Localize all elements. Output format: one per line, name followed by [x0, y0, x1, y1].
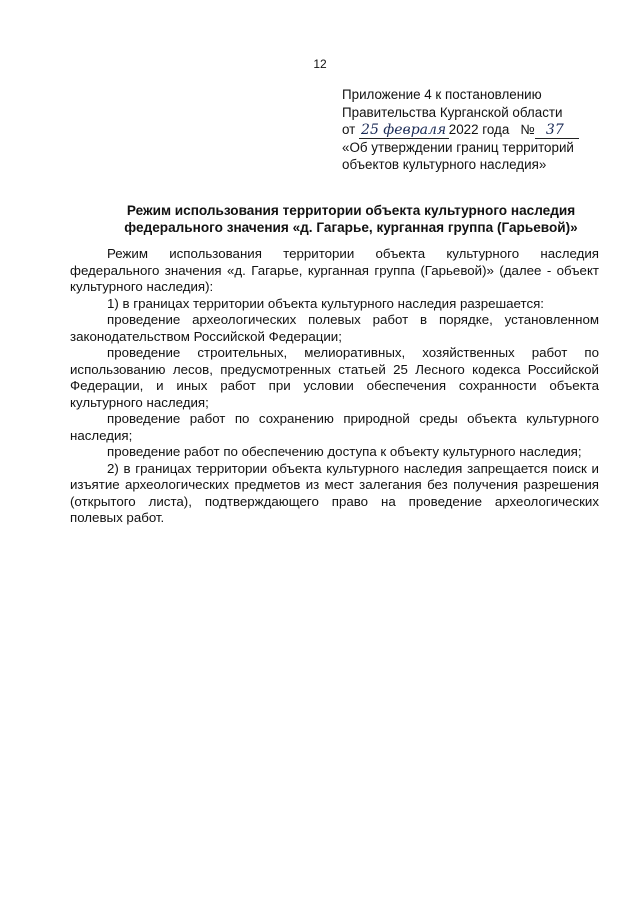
appendix-block	[342, 86, 612, 174]
number-underline	[535, 138, 579, 139]
paragraph-nature-preservation: проведение работ по сохранению природной среды объекта культурного наследия;	[70, 411, 599, 443]
appendix-line-4: «Об утверждении границ территорий	[342, 139, 574, 155]
title-line-2: федерального значения «д. Гагарье, курганная группа (Гарьевой)»	[124, 220, 578, 235]
handwritten-date	[361, 122, 447, 140]
paragraph-allowed-heading: 1) в границах территории объекта культурного наследия разрешается:	[107, 295, 544, 311]
handwritten-number-text: 37	[545, 122, 564, 138]
appendix-line-5: объектов культурного наследия»	[342, 157, 547, 172]
paragraph-prohibited: 2) в границах территории объекта культурного наследия запрещается поиск и изъятие археологических предметов из мест залегания без получения разрешения (открытого листа), подтверждающего право на проведение археологических полевых работ.	[70, 460, 599, 525]
appendix-date-line	[342, 121, 612, 139]
page-number: 12	[313, 57, 327, 71]
handwritten-number	[537, 122, 573, 140]
document-title	[96, 202, 606, 236]
date-underline	[359, 138, 449, 139]
handwritten-date-text: 25 февраля	[361, 122, 447, 138]
document-body	[70, 246, 599, 527]
paragraph-archaeological-works: проведение археологических полевых работ в порядке, установленном законодательством Российской Федерации;	[70, 312, 599, 344]
paragraph-construction-works: проведение строительных, мелиоративных, хозяйственных работ по использованию лесов, предусмотренных статьей 25 Лесного кодекса Российской Федерации, и иных работ при условии обеспечения сохранности объекта культурного наследия;	[70, 345, 599, 410]
year-text: 2022 года	[448, 122, 510, 137]
number-prefix: №	[520, 122, 535, 137]
appendix-line-2: Правительства Курганской области	[342, 104, 563, 120]
title-line-1: Режим использования территории объекта культурного наследия	[126, 203, 576, 218]
appendix-line-1: Приложение 4 к постановлению	[342, 87, 542, 102]
paragraph-access-works: проведение работ по обеспечению доступа к объекту культурного наследия;	[107, 444, 582, 459]
date-prefix: от	[342, 122, 356, 137]
paragraph-intro: Режим использования территории объекта культурного наследия федерального значения «д. Гагарье, курганная группа (Гарьевой)» (далее - объект культурного наследия):	[70, 246, 599, 294]
